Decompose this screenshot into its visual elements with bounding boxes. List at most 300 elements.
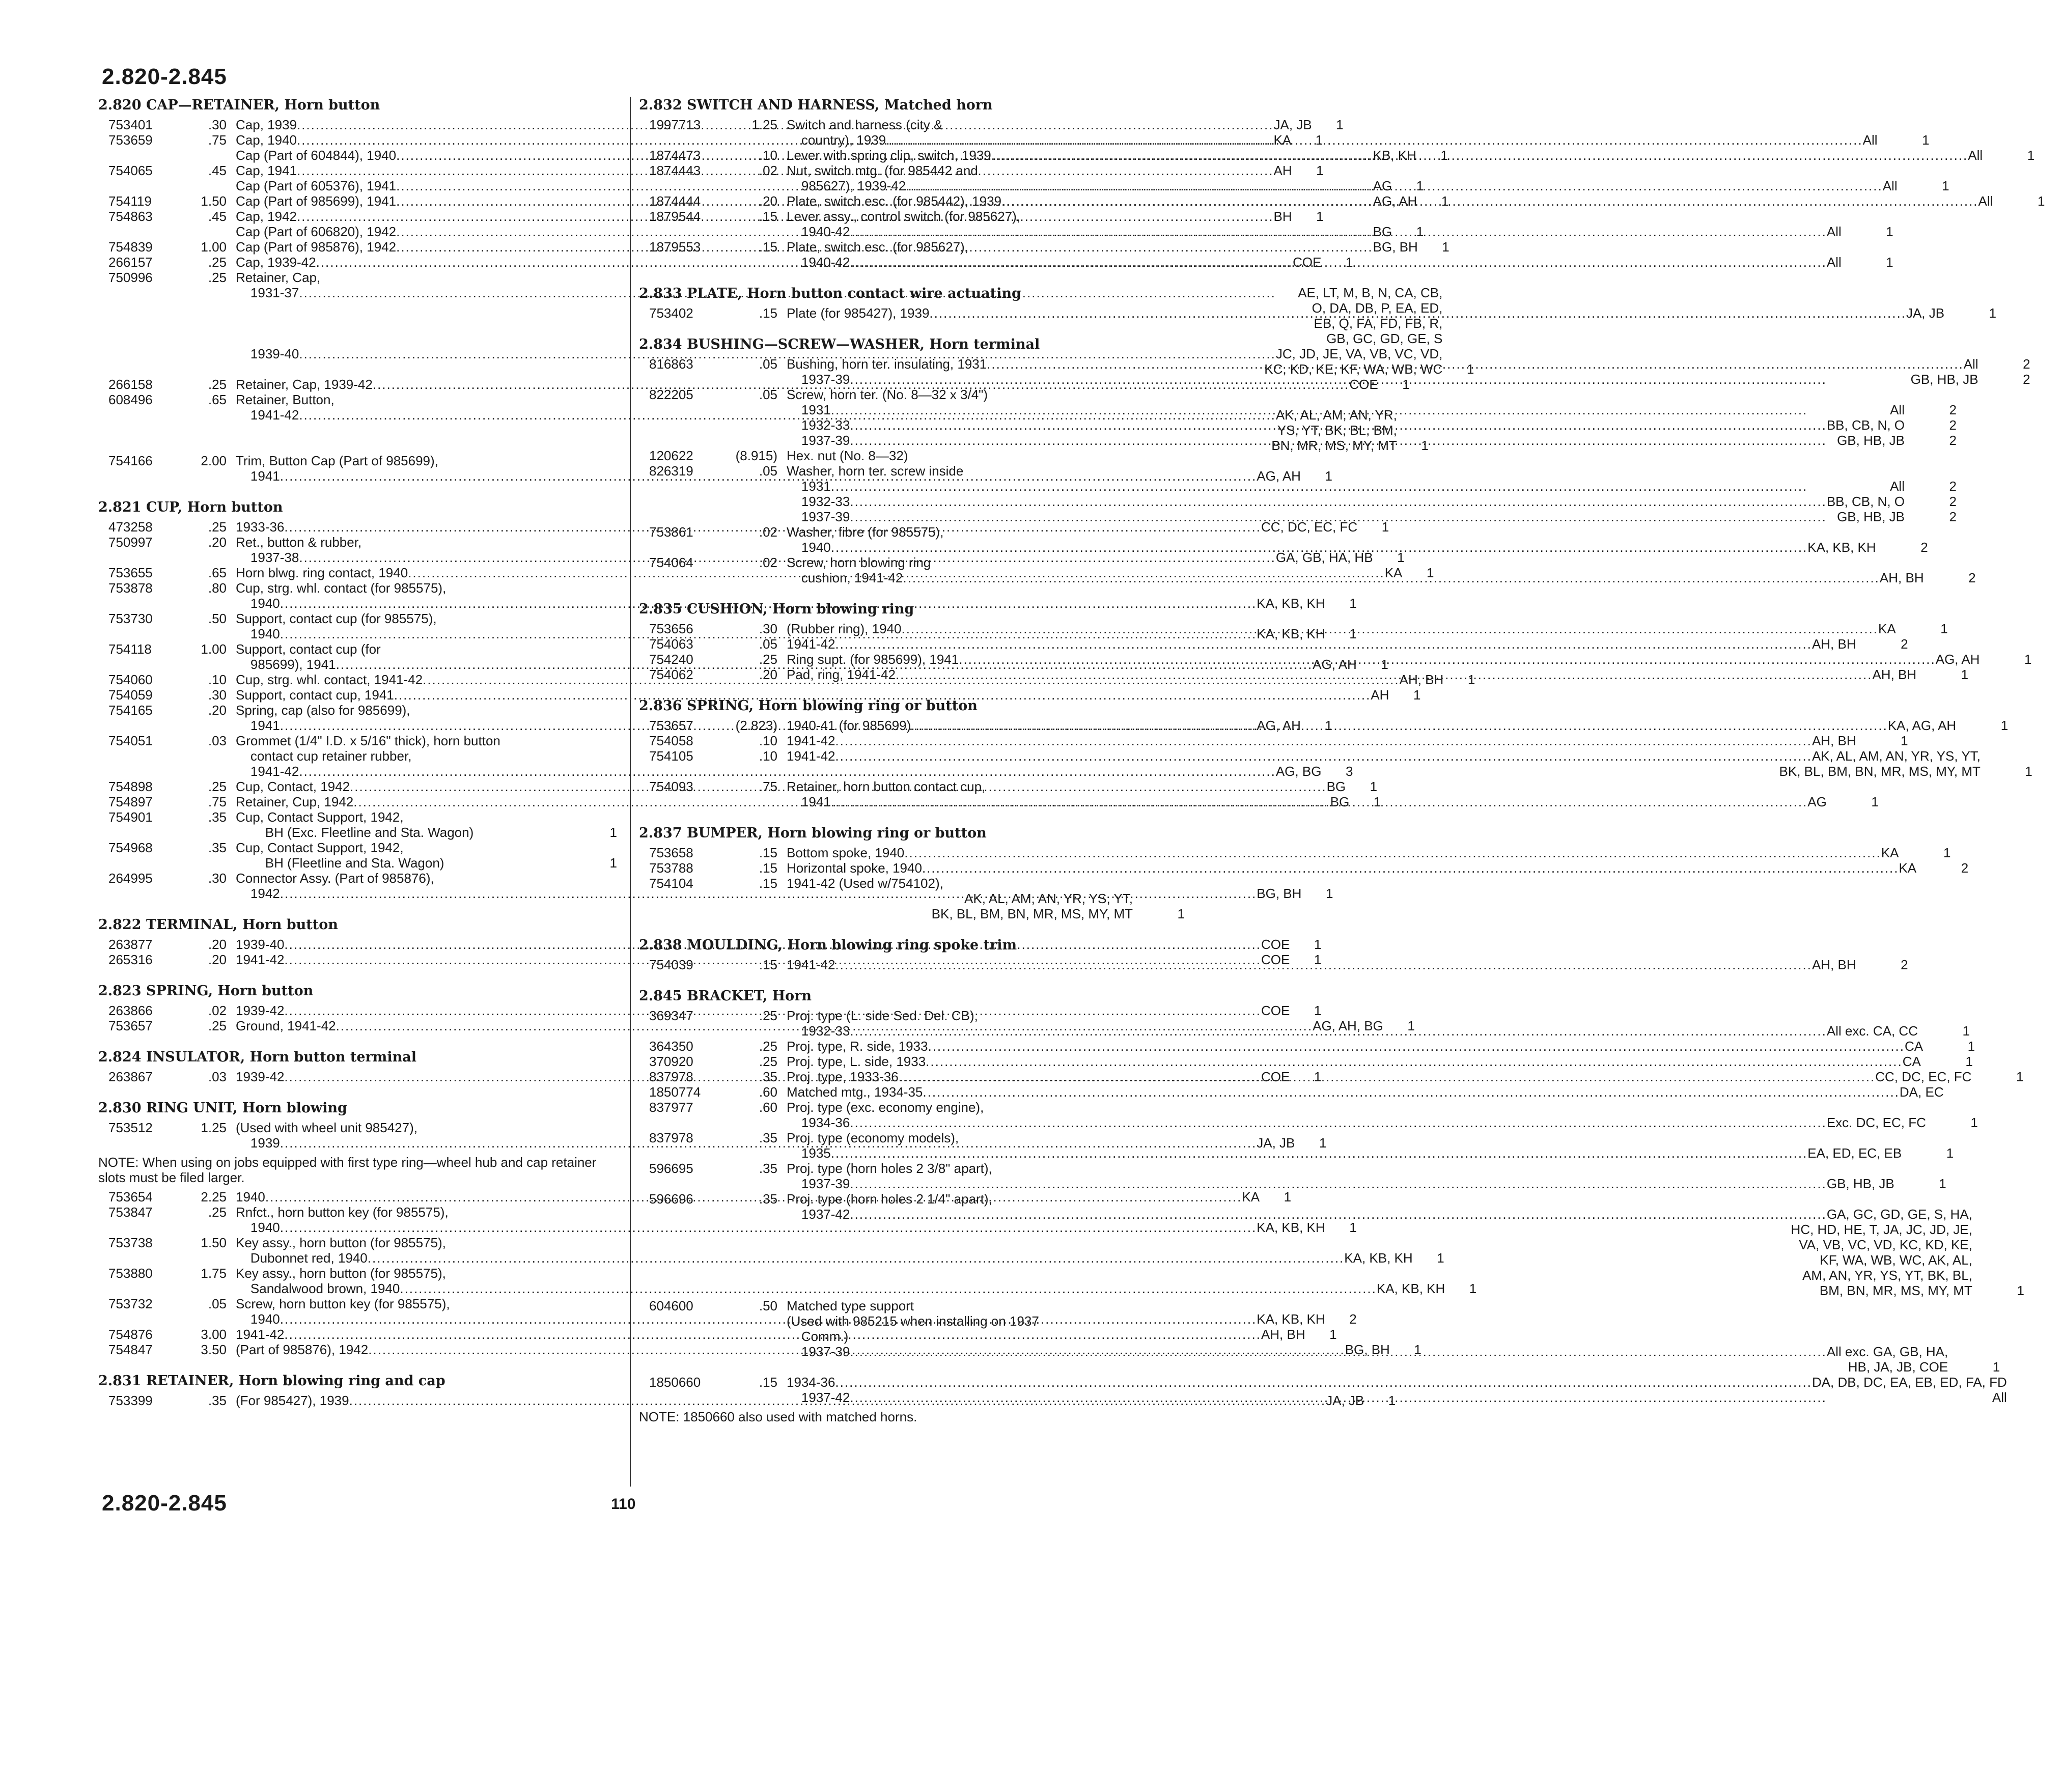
description-text: Proj. type (L. side Sed. Del. CB),	[787, 1008, 978, 1023]
description-text: 1941-42	[236, 952, 285, 967]
part-price: .15	[759, 957, 777, 972]
description-text: Cap, 1941	[236, 163, 297, 178]
description-line	[787, 621, 1896, 636]
model-codes: GB, HB, JB	[1837, 433, 1905, 448]
description-line	[787, 733, 1856, 748]
model-codes: AG, AH	[1257, 468, 1301, 484]
dot-leader	[835, 957, 1812, 972]
part-price: .15	[759, 1375, 777, 1390]
quantity: 1	[1970, 1115, 1978, 1130]
part-price: .25	[208, 255, 227, 270]
dot-leader	[923, 1084, 1900, 1100]
part-number: 753401	[108, 117, 153, 132]
part-price: .30	[208, 687, 227, 703]
quantity: 1	[1284, 1189, 1292, 1205]
part-row	[639, 448, 1189, 463]
indent	[236, 550, 250, 565]
quantity: 1	[1315, 132, 1323, 148]
description-line	[787, 209, 1842, 224]
section-heading: 2.831 RETAINER, Horn blowing ring and cap	[98, 1373, 445, 1389]
quantity: 1	[1316, 209, 1324, 224]
indent	[236, 596, 250, 611]
quantity: 3	[1345, 764, 1353, 779]
part-price: .20	[759, 193, 777, 209]
indent	[236, 657, 250, 672]
dot-leader	[899, 1069, 1876, 1084]
model-codes: All exc. CA, CC	[1826, 1023, 1918, 1039]
part-number: 754897	[108, 794, 153, 809]
part-price: 1.25	[201, 1120, 227, 1135]
description-line	[787, 845, 1899, 860]
model-codes: BH	[1273, 209, 1292, 224]
quantity: 1	[1886, 224, 1893, 239]
model-codes: BB, CB, N, O	[1826, 417, 1905, 433]
description-line	[787, 1191, 1972, 1207]
part-number: 753654	[108, 1189, 153, 1205]
model-codes: BK, BL, BM, BN, MR, MS, MY, MT	[1779, 764, 1981, 779]
part-number: 754863	[108, 209, 153, 224]
model-codes: KB, KH	[1373, 148, 1416, 163]
model-codes: KA, KB, KH	[1344, 1250, 1413, 1266]
part-number: 753655	[108, 565, 153, 580]
description-line	[787, 1268, 1972, 1283]
quantity: 1	[1469, 1281, 1477, 1296]
part-row	[639, 652, 2032, 667]
description-text: 1941-42	[250, 407, 299, 423]
description-line	[787, 779, 1827, 794]
part-number: 754165	[108, 703, 153, 718]
part-price: .15	[759, 239, 777, 255]
indent	[787, 1344, 801, 1359]
model-codes: KA, KB, KH	[1807, 540, 1876, 555]
model-codes: All exc. GA, GB, HA,	[1826, 1344, 1948, 1359]
description-text: Spring, cap (also for 985699),	[236, 703, 410, 718]
part-price: .05	[759, 463, 777, 479]
model-codes: AG, AH	[1935, 652, 1980, 667]
part-description	[787, 387, 1905, 448]
part-number: 754119	[108, 193, 152, 209]
model-codes: AH	[1371, 687, 1389, 703]
description-text: 1940-42	[801, 224, 850, 239]
part-price	[175, 178, 236, 193]
description-text: (Used with 985215 when installing on 1937	[787, 1313, 1039, 1329]
description-text: Trim, Button Cap (Part of 985699),	[236, 453, 438, 468]
model-codes: AH, BH	[1811, 957, 1856, 972]
part-price: 1.50	[201, 1235, 227, 1250]
quantity: 1	[609, 855, 617, 871]
description-line	[787, 1054, 1921, 1069]
part-number: 754051	[108, 733, 153, 748]
part-number: 263867	[108, 1069, 153, 1084]
description-text: 1937-38	[250, 550, 299, 565]
part-number: 816863	[649, 356, 693, 372]
description-line	[787, 957, 1856, 972]
quantity: 1	[1967, 1039, 1975, 1054]
part-price: .25	[208, 779, 227, 794]
part-price: .10	[208, 672, 227, 687]
indent	[787, 794, 801, 809]
description-text: Ring supt. (for 985699), 1941	[787, 652, 959, 667]
description-text: 1941-42	[236, 1327, 285, 1342]
indent	[787, 224, 801, 239]
description-line	[787, 1359, 1948, 1375]
model-codes: COE	[1261, 952, 1290, 967]
model-codes: CA	[1905, 1039, 1923, 1054]
model-codes: DA, DB, DC, EA, EB, ED, FA, FD	[1811, 1375, 2007, 1390]
model-codes: KA	[1878, 621, 1896, 636]
part-number: 1850660	[649, 1375, 701, 1390]
part-number: 753657	[649, 718, 693, 733]
dot-leader	[896, 667, 1873, 682]
description-text: 1939-40	[250, 346, 299, 361]
description-line	[787, 239, 1842, 255]
part-row	[639, 1084, 1944, 1100]
quantity	[1133, 448, 1189, 463]
part-description	[787, 1161, 1894, 1191]
description-text: Ground, 1941-42	[236, 1018, 336, 1033]
indent	[787, 417, 801, 433]
part-number: 754039	[649, 957, 693, 972]
quantity: 1	[1441, 193, 1449, 209]
part-description	[787, 667, 1916, 682]
description-text: 1940	[250, 1220, 280, 1235]
part-number: 1874443	[649, 163, 701, 178]
model-codes: BG	[1326, 779, 1346, 794]
part-price: .10	[759, 748, 777, 764]
description-text: Pad, ring, 1941-42	[787, 667, 896, 682]
part-description	[787, 1130, 1902, 1161]
description-text: Grommet (1/4" I.D. x 5/16" thick), horn button	[236, 733, 500, 748]
description-text: Key assy., horn button (for 985575),	[236, 1235, 446, 1250]
model-codes: COE	[1293, 255, 1322, 270]
part-price: .75	[208, 794, 227, 809]
part-number: 754876	[108, 1327, 153, 1342]
indent	[787, 494, 801, 509]
indent	[787, 1252, 831, 1268]
section-heading: 2.832 SWITCH AND HARNESS, Matched horn	[639, 97, 993, 113]
indent	[236, 438, 280, 453]
description-text: (Rubber ring), 1940	[787, 621, 902, 636]
dot-leader	[929, 305, 1906, 321]
part-price: 1.50	[201, 193, 227, 209]
description-text: 1939-42	[236, 1003, 285, 1018]
description-text: 1932-33	[801, 417, 850, 433]
description-text: 1931-37	[250, 285, 299, 300]
model-codes: GB, HB, JB	[1826, 1176, 1894, 1191]
description-text: 1941-42	[787, 636, 835, 652]
part-description	[787, 148, 1983, 163]
description-text: 1941-42	[250, 764, 299, 779]
model-codes: JC, JD, JE, VA, VB, VC, VD,	[1275, 346, 1443, 361]
dot-leader	[850, 417, 1827, 433]
description-line	[787, 1313, 1948, 1329]
description-line	[787, 305, 1944, 321]
part-number: 473258	[108, 519, 153, 535]
model-codes: AG	[1373, 178, 1392, 193]
part-price: .50	[759, 1298, 777, 1313]
description-text: 1937-39	[801, 1176, 850, 1191]
part-number: 753847	[108, 1205, 153, 1220]
part-price: .20	[208, 952, 227, 967]
indent	[787, 178, 801, 193]
model-codes: GB, HB, JB	[1837, 509, 1905, 524]
quantity: 1	[1940, 621, 1948, 636]
description-text: 1942	[250, 886, 280, 901]
description-text: cushion, 1941-42	[801, 570, 903, 585]
quantity	[1944, 1084, 2000, 1100]
description-text: 1940	[250, 1311, 280, 1327]
model-codes: AG, AH	[1257, 718, 1301, 733]
part-number: 753659	[108, 132, 153, 148]
description-text: Retainer, Button,	[236, 392, 334, 407]
model-codes: KA, KB, KH	[1257, 1311, 1325, 1327]
section-heading: 2.822 TERMINAL, Horn button	[98, 917, 338, 933]
indent	[236, 855, 265, 871]
part-price: .20	[208, 703, 227, 718]
indent	[236, 626, 250, 641]
indent	[787, 764, 816, 779]
model-codes: KA, AG, AH	[1887, 718, 1957, 733]
quantity: 1	[1962, 1023, 1970, 1039]
quantity: 1	[1922, 132, 1930, 148]
model-codes: Exc. DC, EC, FC	[1826, 1115, 1926, 1130]
quantity: 1	[2024, 652, 2032, 667]
model-codes: EA, ED, EC, EB	[1807, 1145, 1902, 1161]
dot-leader	[850, 1023, 1827, 1039]
model-codes: AH, BH	[1811, 733, 1856, 748]
description-text: Cup, strg. whl. contact (for 985575),	[236, 580, 447, 596]
model-codes: BG, BH	[1373, 239, 1418, 255]
dot-leader	[831, 794, 1808, 809]
page-range-footer: 2.820-2.845	[102, 1491, 227, 1516]
part-description	[787, 957, 1856, 972]
column-divider	[630, 97, 631, 1487]
part-price: .25	[759, 1039, 777, 1054]
part-price: .75	[208, 132, 227, 148]
quantity: 1	[1370, 779, 1378, 794]
dot-leader	[850, 224, 1827, 239]
quantity: 1	[1325, 886, 1333, 901]
description-line	[787, 402, 1905, 417]
description-text: 1939-40	[236, 937, 285, 952]
dot-leader	[835, 733, 1812, 748]
description-text: Proj. type (exc. economy engine),	[787, 1100, 984, 1115]
description-text: 1931	[801, 402, 831, 417]
description-text: 1932-33	[801, 494, 850, 509]
description-line	[787, 1252, 1972, 1268]
indent	[787, 372, 801, 387]
description-text: 1941-42 (Used w/754102),	[787, 876, 943, 891]
quantity: 2 2 2	[1949, 479, 1957, 524]
dot-leader	[922, 860, 1899, 876]
quantity: 1	[2017, 1283, 2024, 1298]
description-text: Screw, horn ter. (No. 8—32 x 3/4")	[787, 387, 988, 402]
description-line	[787, 178, 1898, 193]
description-line	[787, 764, 1981, 779]
indent	[236, 407, 250, 423]
part-row	[98, 687, 1421, 703]
part-description	[787, 463, 1905, 524]
part-price: 3.50	[201, 1342, 227, 1357]
model-codes: AK, AL, AM, AN, YR, YS, YT,	[964, 891, 1133, 906]
part-number: 754166	[108, 453, 153, 468]
part-number: 754065	[108, 163, 153, 178]
model-codes: All	[1890, 402, 1905, 417]
quantity: 2	[1968, 570, 1976, 585]
description-text: Ret., button & rubber,	[236, 535, 362, 550]
part-price: 2.00	[201, 453, 227, 468]
part-description	[787, 876, 1133, 921]
part-price: 1.00	[201, 641, 227, 657]
dot-leader	[906, 178, 1883, 193]
model-codes: YS, YT, BK, BL, BM,	[1277, 423, 1397, 438]
description-text: Retainer, Cap,	[236, 270, 321, 285]
model-codes: VA, VB, VC, VD, KC, KD, KE,	[1799, 1237, 1972, 1252]
part-number: 754898	[108, 779, 153, 794]
description-line	[787, 132, 1878, 148]
quantity: 1	[1989, 305, 1997, 321]
part-description	[787, 1375, 2007, 1405]
quantity: 1	[1397, 550, 1405, 565]
description-line	[787, 555, 1924, 570]
description-text: Screw, horn blowing ring	[787, 555, 931, 570]
description-line	[787, 1375, 2007, 1390]
description-line	[787, 636, 1856, 652]
dot-leader	[959, 652, 1936, 667]
description-text: Washer, horn ter. screw inside	[787, 463, 964, 479]
quantity: 1	[1329, 1327, 1337, 1342]
model-codes: AG, BG	[1275, 764, 1322, 779]
indent	[787, 132, 801, 148]
part-number: 754062	[649, 667, 693, 682]
quantity: 1	[1466, 361, 1474, 377]
description-text: Cap (Part of 985876), 1942	[236, 239, 397, 255]
description-line	[787, 356, 1978, 372]
part-number: 753657	[108, 1018, 153, 1033]
model-codes: All	[1882, 178, 1898, 193]
model-codes: GB, GC, GD, GE, S	[1326, 331, 1443, 346]
quantity: 1	[2016, 1069, 2024, 1084]
part-price: .25	[208, 1018, 227, 1033]
indent	[787, 1359, 831, 1375]
description-text: Horn blwg. ring contact, 1940	[236, 565, 408, 580]
quantity: 1	[1373, 794, 1381, 809]
part-number: 1850774	[649, 1084, 701, 1100]
description-text: Retainer, Cup, 1942	[236, 794, 354, 809]
quantity: 2	[1920, 540, 1928, 555]
indent	[787, 255, 801, 270]
quantity: 1	[1440, 148, 1448, 163]
model-codes: KA, KB, KH	[1257, 1220, 1325, 1235]
description-text: Cap, 1939-42	[236, 255, 316, 270]
description-text: Connector Assy. (Part of 985876),	[236, 871, 434, 886]
section-heading: 2.820 CAP—RETAINER, Horn button	[98, 97, 380, 113]
description-text: Cap (Part of 605376), 1941	[236, 178, 397, 193]
part-number: 754060	[108, 672, 153, 687]
part-price: 1.25	[751, 117, 777, 132]
part-price: .25	[759, 652, 777, 667]
dot-leader	[850, 1344, 1827, 1359]
part-price: .35	[759, 1069, 777, 1084]
description-text: (Used with wheel unit 985427),	[236, 1120, 417, 1135]
quantity: 1	[1388, 1393, 1396, 1408]
indent	[787, 540, 801, 555]
indent	[787, 906, 816, 921]
part-number: 753732	[108, 1296, 153, 1311]
quantity: 1	[1442, 239, 1449, 255]
quantity: 2 2 2	[1949, 402, 1957, 448]
description-text: (For 985427), 1939	[236, 1393, 349, 1408]
description-text: 1934-36	[801, 1115, 850, 1130]
description-line	[787, 1222, 1972, 1237]
model-codes: BM, BN, MR, MS, MY, MT	[1819, 1283, 1972, 1298]
model-codes: GB, HB, JB	[1910, 372, 1978, 387]
part-description	[787, 1191, 1972, 1298]
part-number: 753738	[108, 1235, 153, 1250]
section-heading: 2.836 SPRING, Horn blowing ring or button	[639, 698, 978, 714]
model-codes: AH, BH	[1399, 672, 1444, 687]
model-codes: AG, AH	[1313, 657, 1357, 672]
part-price: .25	[759, 1008, 777, 1023]
model-codes: CC, DC, EC, FC	[1875, 1069, 1972, 1084]
part-price: .05	[759, 387, 777, 402]
model-codes: BG	[1373, 224, 1392, 239]
model-codes: BG	[1330, 794, 1350, 809]
part-price: .20	[208, 937, 227, 952]
part-description	[787, 1069, 1971, 1084]
quantity: 1	[1965, 1054, 1973, 1069]
model-codes: All	[1826, 255, 1842, 270]
description-line	[787, 1100, 1926, 1115]
quantity: 1	[1381, 657, 1388, 672]
part-description	[787, 1008, 1918, 1039]
indent	[236, 1311, 250, 1327]
quantity: 1	[1943, 845, 1951, 860]
model-codes: JA, JB	[1257, 1135, 1295, 1151]
quantity: 1	[1467, 672, 1475, 687]
part-number	[98, 148, 175, 163]
part-number: 753658	[649, 845, 693, 860]
description-text: Cup, strg. whl. contact, 1941-42	[236, 672, 423, 687]
dot-leader	[850, 372, 1910, 387]
part-row	[639, 860, 1969, 876]
description-line	[787, 1237, 1972, 1252]
quantity: 2	[1961, 860, 1969, 876]
description-line	[787, 1283, 1972, 1298]
indent	[787, 1283, 831, 1298]
description-text: Key assy., horn button (for 985575),	[236, 1266, 446, 1281]
description-line	[236, 855, 586, 871]
dot-leader	[831, 402, 1890, 417]
part-price: .20	[759, 667, 777, 682]
dot-leader	[850, 509, 1837, 524]
description-text: country), 1939	[801, 132, 886, 148]
indent	[236, 468, 250, 484]
quantity: 1	[609, 825, 617, 840]
dot-leader	[926, 1054, 1903, 1069]
dot-leader	[850, 255, 1827, 270]
indent	[787, 402, 801, 417]
part-number: 596695	[649, 1161, 693, 1176]
part-number: 1879553	[649, 239, 701, 255]
description-text: Nut, switch mtg. (for 985442 and	[787, 163, 978, 178]
description-text: Plate, switch esc. (for 985442), 1939	[787, 193, 1002, 209]
quantity: 1	[1946, 1145, 1954, 1161]
description-text: 985627), 1939-42	[801, 178, 906, 193]
quantity: 2	[1901, 957, 1908, 972]
indent	[787, 1145, 801, 1161]
part-number: 1874473	[649, 148, 701, 163]
